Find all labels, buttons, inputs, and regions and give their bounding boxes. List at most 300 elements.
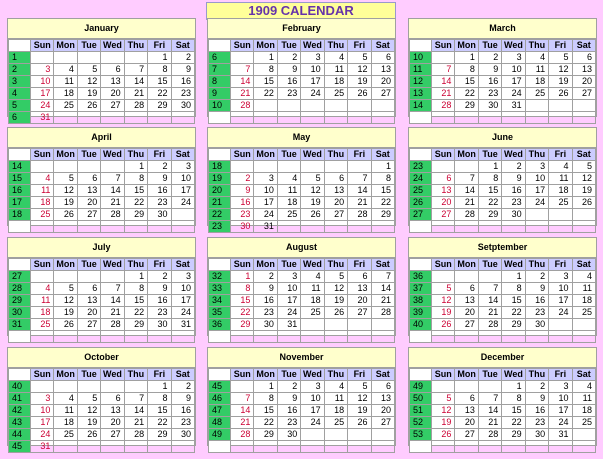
day-cell: 15 (502, 295, 525, 307)
sunday-cell: 3 (31, 64, 54, 76)
day-cell (54, 271, 77, 283)
weekday-header-row (209, 369, 395, 381)
day-cell: 22 (254, 88, 277, 100)
month-name: May (208, 128, 395, 148)
day-cell: 4 (301, 271, 324, 283)
week-number: 19 (209, 173, 231, 185)
week-number: 12 (410, 76, 432, 88)
day-cell: 8 (478, 173, 501, 185)
day-cell: 31 (254, 221, 277, 233)
day-cell: 8 (371, 173, 394, 185)
month-name: November (208, 348, 395, 368)
day-cell (77, 441, 100, 453)
weekday-header: Fri (148, 259, 171, 271)
day-cell (502, 441, 525, 453)
day-cell (101, 221, 124, 233)
day-cell: 10 (525, 173, 548, 185)
day-cell: 3 (171, 161, 194, 173)
day-cell: 25 (324, 88, 347, 100)
day-cell (301, 221, 324, 233)
day-cell (371, 100, 394, 112)
day-cell: 13 (101, 405, 124, 417)
day-cell (254, 441, 277, 453)
day-cell (549, 221, 572, 233)
weekday-header: Sat (572, 369, 595, 381)
sunday-cell: 24 (31, 429, 54, 441)
day-cell: 13 (371, 64, 394, 76)
week-number: 27 (410, 209, 432, 221)
day-cell: 15 (124, 185, 147, 197)
day-cell: 1 (148, 381, 171, 393)
day-cell: 26 (54, 209, 77, 221)
day-cell: 20 (371, 405, 394, 417)
day-cell: 13 (348, 283, 371, 295)
day-cell (371, 429, 394, 441)
day-cell (324, 331, 347, 343)
day-cell: 8 (148, 393, 171, 405)
weekday-header: Thu (124, 149, 147, 161)
week-number: 41 (9, 393, 31, 405)
sunday-cell (231, 441, 254, 453)
week-row (209, 185, 395, 197)
sunday-cell (432, 161, 455, 173)
week-number (410, 331, 432, 343)
week-number: 35 (209, 307, 231, 319)
weekday-header: Wed (101, 369, 124, 381)
day-cell: 11 (54, 405, 77, 417)
day-cell (525, 209, 548, 221)
day-cell: 15 (254, 76, 277, 88)
day-cell: 23 (148, 307, 171, 319)
day-cell: 24 (254, 209, 277, 221)
weekday-header: Thu (324, 369, 347, 381)
day-cell: 31 (171, 319, 194, 331)
sunday-cell: 28 (231, 429, 254, 441)
week-number: 22 (209, 209, 231, 221)
day-cell (301, 161, 324, 173)
weekday-header: Thu (324, 149, 347, 161)
weekday-header: Fri (549, 40, 572, 52)
day-cell: 19 (77, 88, 100, 100)
week-row (209, 161, 395, 173)
day-cell: 4 (54, 393, 77, 405)
week-number: 34 (209, 295, 231, 307)
week-row (9, 417, 195, 429)
weekday-header: Sun (31, 40, 54, 52)
day-cell: 5 (549, 52, 572, 64)
day-cell: 10 (301, 64, 324, 76)
week-row (410, 393, 596, 405)
week-row (9, 319, 195, 331)
sunday-cell (432, 331, 455, 343)
week-row (209, 393, 395, 405)
day-cell: 14 (371, 283, 394, 295)
day-cell: 6 (371, 381, 394, 393)
day-cell (572, 319, 595, 331)
day-cell: 28 (371, 307, 394, 319)
weekday-header: Fri (148, 369, 171, 381)
week-number-header (9, 149, 31, 161)
week-row (209, 64, 395, 76)
day-cell: 31 (502, 100, 525, 112)
weekday-header-row (9, 149, 195, 161)
day-cell: 18 (324, 405, 347, 417)
weekday-header: Sat (572, 149, 595, 161)
day-cell: 24 (301, 88, 324, 100)
day-cell (54, 52, 77, 64)
month-grid (8, 368, 195, 453)
day-cell: 5 (324, 271, 347, 283)
week-number-header (209, 259, 231, 271)
day-cell: 15 (478, 185, 501, 197)
day-cell: 21 (101, 307, 124, 319)
weekday-header: Mon (254, 149, 277, 161)
day-cell: 9 (148, 173, 171, 185)
day-cell (348, 331, 371, 343)
day-cell: 9 (277, 393, 300, 405)
day-cell: 12 (77, 405, 100, 417)
sunday-cell: 15 (231, 295, 254, 307)
week-number: 47 (209, 405, 231, 417)
weekday-header-row (410, 40, 596, 52)
day-cell: 4 (572, 271, 595, 283)
weekday-header: Tue (277, 149, 300, 161)
day-cell: 3 (171, 271, 194, 283)
weekday-header: Tue (478, 40, 501, 52)
day-cell: 14 (478, 405, 501, 417)
day-cell: 26 (572, 197, 595, 209)
weekday-header-row (209, 259, 395, 271)
day-cell: 11 (277, 185, 300, 197)
week-row (209, 429, 395, 441)
day-cell: 27 (77, 319, 100, 331)
week-row (410, 381, 596, 393)
day-cell: 4 (324, 52, 347, 64)
week-number: 33 (209, 283, 231, 295)
day-cell (277, 331, 300, 343)
week-row (9, 331, 195, 343)
day-cell: 31 (549, 429, 572, 441)
week-row (209, 331, 395, 343)
day-cell: 25 (549, 197, 572, 209)
week-row (209, 52, 395, 64)
weekday-header: Thu (525, 149, 548, 161)
week-number: 39 (410, 307, 432, 319)
week-number: 21 (209, 197, 231, 209)
weekday-header: Tue (277, 40, 300, 52)
weekday-header: Tue (77, 259, 100, 271)
day-cell: 26 (324, 307, 347, 319)
weekday-header: Sun (432, 149, 455, 161)
day-cell: 19 (572, 185, 595, 197)
day-cell: 1 (124, 271, 147, 283)
weekday-header: Fri (348, 369, 371, 381)
day-cell: 26 (77, 429, 100, 441)
sunday-cell: 1 (231, 271, 254, 283)
day-cell: 11 (324, 64, 347, 76)
month-grid (409, 148, 596, 233)
sunday-cell (432, 221, 455, 233)
day-cell: 24 (277, 307, 300, 319)
week-row (209, 417, 395, 429)
week-number: 29 (9, 295, 31, 307)
day-cell (148, 112, 171, 124)
day-cell: 8 (148, 64, 171, 76)
day-cell: 3 (277, 271, 300, 283)
weekday-header: Sat (371, 259, 394, 271)
day-cell: 30 (525, 429, 548, 441)
weekday-header: Wed (301, 369, 324, 381)
week-number: 14 (9, 161, 31, 173)
day-cell: 7 (124, 64, 147, 76)
day-cell (371, 319, 394, 331)
day-cell: 11 (572, 393, 595, 405)
day-cell: 29 (455, 100, 478, 112)
day-cell (549, 209, 572, 221)
week-row (209, 100, 395, 112)
day-cell: 8 (254, 64, 277, 76)
day-cell (525, 441, 548, 453)
sunday-cell: 4 (31, 173, 54, 185)
day-cell: 8 (124, 173, 147, 185)
day-cell: 28 (101, 209, 124, 221)
weekday-header: Sun (31, 259, 54, 271)
weekday-header: Wed (301, 259, 324, 271)
weekday-header: Fri (148, 149, 171, 161)
day-cell: 2 (478, 52, 501, 64)
day-cell: 16 (171, 405, 194, 417)
week-row (410, 405, 596, 417)
day-cell: 26 (549, 88, 572, 100)
day-cell: 30 (277, 429, 300, 441)
day-cell: 23 (254, 307, 277, 319)
day-cell (101, 271, 124, 283)
day-cell (478, 271, 501, 283)
day-cell: 21 (101, 197, 124, 209)
week-number: 3 (9, 76, 31, 88)
week-row (209, 381, 395, 393)
day-cell: 14 (101, 295, 124, 307)
day-cell: 28 (348, 209, 371, 221)
day-cell: 2 (148, 161, 171, 173)
week-number: 42 (9, 405, 31, 417)
day-cell: 12 (301, 185, 324, 197)
day-cell: 30 (254, 319, 277, 331)
week-row (9, 429, 195, 441)
weekday-header: Sat (371, 149, 394, 161)
week-row (209, 295, 395, 307)
day-cell: 21 (478, 307, 501, 319)
sunday-cell (432, 112, 455, 124)
day-cell (324, 161, 347, 173)
day-cell: 3 (549, 381, 572, 393)
day-cell: 6 (455, 283, 478, 295)
day-cell (54, 112, 77, 124)
week-number: 20 (209, 185, 231, 197)
day-cell: 16 (478, 76, 501, 88)
sunday-cell: 26 (432, 429, 455, 441)
sunday-cell: 12 (432, 295, 455, 307)
day-cell: 25 (54, 429, 77, 441)
week-number: 1 (9, 52, 31, 64)
month-grid (409, 39, 596, 124)
day-cell: 13 (77, 185, 100, 197)
sunday-cell: 28 (231, 100, 254, 112)
day-cell: 26 (348, 417, 371, 429)
day-cell (148, 221, 171, 233)
weekday-header: Fri (549, 259, 572, 271)
weekday-header-row (410, 259, 596, 271)
week-number (410, 441, 432, 453)
weekday-header: Wed (301, 149, 324, 161)
day-cell: 27 (324, 209, 347, 221)
sunday-cell (31, 331, 54, 343)
week-number: 17 (9, 197, 31, 209)
month-panel (7, 237, 196, 336)
sunday-cell: 8 (231, 283, 254, 295)
day-cell: 30 (148, 319, 171, 331)
day-cell: 30 (502, 209, 525, 221)
week-row (410, 100, 596, 112)
sunday-cell: 7 (231, 64, 254, 76)
week-number: 36 (209, 319, 231, 331)
day-cell: 17 (549, 295, 572, 307)
month-grid (8, 258, 195, 343)
week-row (9, 76, 195, 88)
week-number: 32 (209, 271, 231, 283)
week-number: 51 (410, 405, 432, 417)
week-number: 52 (410, 417, 432, 429)
day-cell (324, 429, 347, 441)
week-number: 18 (209, 161, 231, 173)
day-cell: 5 (54, 173, 77, 185)
day-cell: 26 (54, 319, 77, 331)
day-cell: 30 (171, 100, 194, 112)
day-cell: 16 (148, 295, 171, 307)
weekday-header: Sat (171, 40, 194, 52)
day-cell: 15 (148, 405, 171, 417)
day-cell: 17 (301, 405, 324, 417)
week-number: 28 (9, 283, 31, 295)
weekday-header: Tue (478, 259, 501, 271)
weekday-header: Fri (348, 259, 371, 271)
day-cell: 4 (572, 381, 595, 393)
day-cell (502, 112, 525, 124)
sunday-cell: 28 (432, 100, 455, 112)
day-cell (124, 112, 147, 124)
day-cell: 4 (549, 161, 572, 173)
sunday-cell: 31 (31, 112, 54, 124)
sunday-cell (31, 221, 54, 233)
weekday-header: Mon (455, 40, 478, 52)
week-number (9, 331, 31, 343)
sunday-cell (31, 161, 54, 173)
week-number: 45 (209, 381, 231, 393)
week-number-header (410, 259, 432, 271)
week-number: 8 (209, 76, 231, 88)
day-cell (148, 331, 171, 343)
week-row (209, 88, 395, 100)
day-cell (77, 52, 100, 64)
day-cell: 17 (171, 185, 194, 197)
sunday-cell (31, 381, 54, 393)
sunday-cell: 5 (432, 393, 455, 405)
day-cell (254, 331, 277, 343)
day-cell (77, 271, 100, 283)
day-cell: 10 (254, 185, 277, 197)
week-row (410, 283, 596, 295)
week-row (9, 393, 195, 405)
day-cell: 7 (371, 271, 394, 283)
day-cell: 2 (502, 161, 525, 173)
month-name: October (8, 348, 195, 368)
day-cell: 26 (348, 88, 371, 100)
week-number: 9 (209, 88, 231, 100)
week-number: 6 (9, 112, 31, 124)
day-cell: 25 (525, 88, 548, 100)
week-row (9, 112, 195, 124)
sunday-cell: 31 (31, 441, 54, 453)
day-cell: 17 (502, 76, 525, 88)
day-cell (549, 331, 572, 343)
day-cell (348, 429, 371, 441)
week-number-header (209, 40, 231, 52)
week-row (410, 271, 596, 283)
day-cell: 26 (301, 209, 324, 221)
weekday-header: Mon (254, 259, 277, 271)
weekday-header: Wed (101, 40, 124, 52)
month-name: December (409, 348, 596, 368)
week-row (9, 197, 195, 209)
day-cell: 1 (502, 271, 525, 283)
day-cell: 22 (124, 197, 147, 209)
weekday-header: Thu (525, 40, 548, 52)
day-cell (525, 331, 548, 343)
day-cell: 16 (254, 295, 277, 307)
day-cell (478, 331, 501, 343)
day-cell: 13 (77, 295, 100, 307)
day-cell: 16 (277, 405, 300, 417)
day-cell: 23 (277, 88, 300, 100)
day-cell: 20 (455, 417, 478, 429)
week-row (410, 417, 596, 429)
weekday-header: Wed (502, 259, 525, 271)
day-cell: 20 (101, 417, 124, 429)
month-grid (409, 368, 596, 453)
day-cell: 18 (549, 185, 572, 197)
week-row (209, 283, 395, 295)
day-cell (455, 441, 478, 453)
day-cell (77, 161, 100, 173)
day-cell: 12 (54, 295, 77, 307)
week-row (209, 173, 395, 185)
day-cell (371, 221, 394, 233)
sunday-cell (432, 441, 455, 453)
day-cell: 9 (148, 283, 171, 295)
weekday-header: Fri (549, 149, 572, 161)
day-cell (572, 441, 595, 453)
day-cell: 12 (324, 283, 347, 295)
month-panel (7, 18, 196, 122)
day-cell: 16 (148, 185, 171, 197)
sunday-cell: 25 (31, 209, 54, 221)
day-cell: 22 (502, 307, 525, 319)
weekday-header: Mon (54, 259, 77, 271)
day-cell: 5 (348, 381, 371, 393)
day-cell: 2 (254, 271, 277, 283)
week-number: 2 (9, 64, 31, 76)
week-number: 25 (410, 185, 432, 197)
